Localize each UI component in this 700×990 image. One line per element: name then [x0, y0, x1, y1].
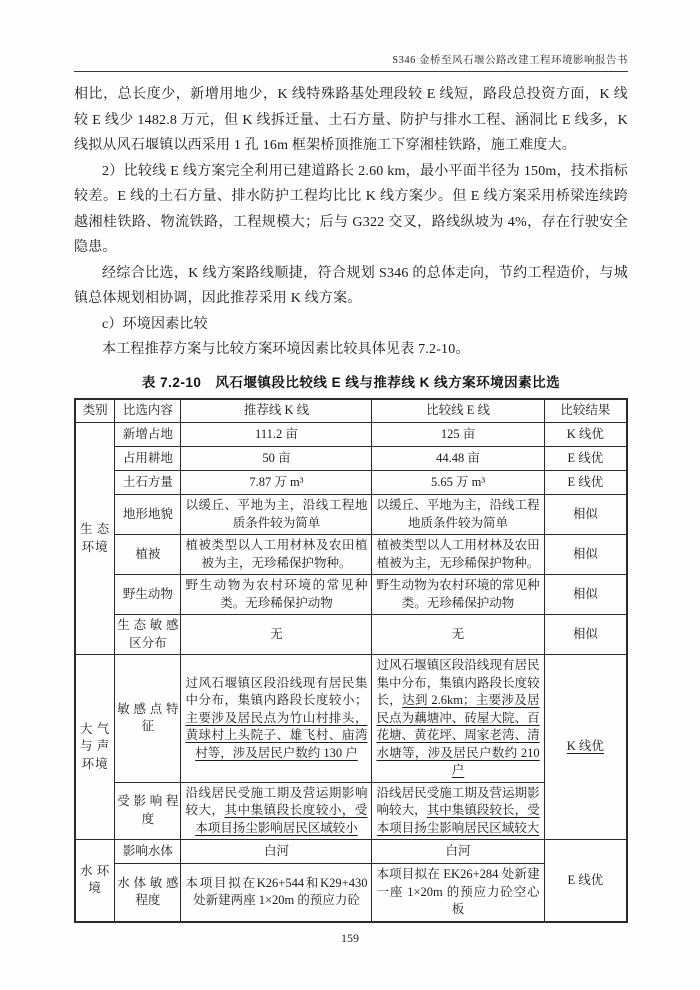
column-header-item: 比选内容: [115, 399, 181, 423]
cell-text: 相似: [572, 626, 598, 641]
e-line-cell: [372, 535, 544, 575]
table-row: [75, 615, 627, 655]
e-line-cell: [372, 782, 544, 840]
result-cell: [544, 655, 627, 840]
cell-text: 125 亩: [440, 426, 476, 441]
e-line-cell: [372, 447, 544, 471]
item-cell: [115, 655, 181, 783]
cell-text: 占用耕地: [122, 450, 173, 465]
underlined-text: 达到 2.6km；主要涉及居民点为藕塘冲、砖屋大院、百花塘、黄花坪、周家老湾、清水塘等，涉及居民户数约 210 户: [376, 693, 540, 777]
table-row: [75, 447, 627, 471]
k-line-cell: [181, 447, 372, 471]
cell-text: 本项目拟在 EK26+284 处新建一座 1×20m 的预应力砼空心板: [376, 867, 540, 916]
e-line-cell: [372, 864, 544, 922]
column-header-category: 类别: [75, 399, 115, 423]
table-row: [75, 471, 627, 495]
cell-text: 本项目拟在K26+544和K29+430处新建两座 1×20m 的预应力砼: [185, 875, 368, 908]
item-cell: [115, 782, 181, 840]
k-line-cell: [181, 471, 372, 495]
comparison-table: [74, 398, 628, 923]
category-cell: [75, 423, 115, 655]
cell-text: 受影响程度: [117, 794, 179, 826]
column-header-e-line: 比较线 E 线: [372, 399, 544, 423]
k-line-cell: [181, 495, 372, 535]
result-cell: [544, 471, 627, 495]
column-header-k-line: 推荐线 K 线: [181, 399, 372, 423]
e-line-cell: [372, 615, 544, 655]
e-line-cell: [372, 471, 544, 495]
cell-text: 水体敏感程度: [117, 875, 179, 908]
k-line-cell: [181, 615, 372, 655]
e-line-cell: [372, 495, 544, 535]
cell-text: K 线优: [566, 426, 604, 441]
table-body: [75, 423, 627, 922]
table-row: [75, 840, 627, 864]
cell-text: 5.65 万 m³: [431, 474, 486, 489]
result-cell: [544, 575, 627, 615]
item-cell: [115, 864, 181, 922]
result-cell: [544, 615, 627, 655]
cell-text: 7.87 万 m³: [249, 474, 304, 489]
item-cell: [115, 535, 181, 575]
cell-text: 相似: [572, 506, 598, 521]
cell-text: 以缓丘、平地为主，沿线工程地质条件较为简单: [376, 498, 540, 530]
item-cell: [115, 840, 181, 864]
cell-text: 生态环境: [80, 522, 111, 554]
k-line-cell: [181, 655, 372, 783]
page-number: 159: [341, 931, 359, 945]
paragraph: 2）比较线 E 线方案完全利用已建道路长 2.60 km，最小平面半径为 150m，技术指标较差。E 线的土石方量、排水防护工程均比比 K 线方案少。但 E 线方案采用桥梁连续跨越湘桂铁路、物流铁路，工程规模大；后与 G322 交叉，路线纵坡为 4%，存在行驶安全隐患。: [74, 163, 628, 255]
paragraph: c）环境因素比较: [102, 316, 208, 332]
table-row: [75, 495, 627, 535]
item-cell: [115, 423, 181, 447]
body-text: [74, 82, 628, 363]
cell-text: 新增占地: [122, 426, 173, 441]
document-header-title: S346 金桥至风石堰公路改建工程环境影响报告书: [392, 55, 628, 66]
e-line-cell: [372, 840, 544, 864]
table-row: [75, 535, 627, 575]
paragraph: 经综合比选，K 线方案路线顺捷，符合规划 S346 的总体走向，节约工程造价，与城镇总体规划相协调，因此推荐采用 K 线方案。: [74, 265, 628, 306]
document-header: [74, 52, 628, 72]
cell-text: E 线优: [567, 450, 604, 465]
e-line-cell: [372, 655, 544, 783]
cell-text: E 线优: [567, 474, 604, 489]
paragraph: 本工程推荐方案与比较方案环境因素比较具体见表 7.2-10。: [102, 342, 470, 357]
result-cell: [544, 535, 627, 575]
table-header-row: [75, 399, 627, 423]
cell-text: 野生动物: [122, 586, 173, 601]
result-cell: [544, 495, 627, 535]
cell-text: 以缓丘、平地为主，沿线工程地质条件较为简单: [185, 498, 368, 530]
cell-text: 土石方量: [122, 474, 173, 489]
k-line-cell: [181, 840, 372, 864]
result-cell: [544, 423, 627, 447]
table-title: 表 7.2-10 风石堰镇段比较线 E 线与推荐线 K 线方案环境因素比选: [141, 374, 561, 390]
cell-text: 相似: [572, 586, 598, 601]
cell-text: 影响水体: [122, 843, 173, 858]
cell-text: 敏感点特征: [117, 701, 179, 734]
table-row: [75, 655, 627, 783]
result-cell: [544, 840, 627, 922]
cell-text: 野生动物为农村环境的常见种类。无珍稀保护动物: [376, 578, 540, 610]
item-cell: [115, 615, 181, 655]
underlined-text: 其中集镇段长度较小，受本项目扬尘影响居民区域较小: [195, 803, 368, 835]
cell-text: 白河: [263, 843, 289, 858]
cell-text: 50 亩: [262, 450, 291, 465]
k-line-cell: [181, 782, 372, 840]
column-header-result: 比较结果: [544, 399, 627, 423]
cell-text: 白河: [445, 843, 471, 858]
item-cell: [115, 495, 181, 535]
item-cell: [115, 575, 181, 615]
cell-text: 植被: [135, 546, 161, 561]
cell-text: 111.2 亩: [255, 426, 298, 441]
underlined-text: 主要涉及居民点为竹山村排头，黄球村上头院子、雄飞村、庙湾村等，涉及居民户数约 130 户: [185, 710, 368, 760]
k-line-cell: [181, 575, 372, 615]
cell-text: 生态敏感区分布: [117, 618, 179, 650]
cell-text: 水环境: [80, 863, 111, 896]
cell-text: 植被类型以人工用材林及农田植被为主，无珍稀保护物种。: [376, 538, 540, 570]
result-cell: [544, 447, 627, 471]
cell-text: 过风石堰镇区段沿线现有居民集中分布，集镇内路段长度较小；: [185, 675, 368, 707]
cell-text: 植被类型以人工用材林及农田植被为主，无珍稀保护物种。: [185, 538, 368, 570]
cell-text: 沿线居民受施工期及营运期影响较大，: [185, 785, 368, 817]
item-cell: [115, 471, 181, 495]
paragraph: 相比，总长度少，新增用地少，K 线特殊路基处理段较 E 线短，路段总投资方面，K 线较 E 线少 1482.8 万元，但 K 线拆迁量、土石方量、防护与排水工程、涵洞比 E 线多，K 线拟从风石堰镇以西采用 1 孔 16m 框架桥顶推施工下穿湘桂铁路，施工难度大。: [74, 87, 628, 153]
underlined-text: K 线优: [566, 739, 604, 754]
cell-text: 过风石堰镇区段沿线现有居民集中分布，集镇内路段长度较长，: [376, 658, 540, 707]
cell-text: E 线优: [567, 872, 604, 887]
k-line-cell: [181, 535, 372, 575]
cell-text: 无: [270, 626, 283, 641]
category-cell: [75, 840, 115, 922]
cell-text: 相似: [572, 546, 598, 561]
table-row: [75, 575, 627, 615]
cell-text: 地形地貌: [122, 506, 173, 521]
cell-text: 大气与声环境: [80, 721, 111, 771]
item-cell: [115, 447, 181, 471]
k-line-cell: [181, 423, 372, 447]
e-line-cell: [372, 423, 544, 447]
cell-text: 野生动物为农村环境的常见种类。无珍稀保护动物: [185, 578, 368, 610]
table-row: [75, 423, 627, 447]
cell-text: 沿线居民受施工期及营运期影响较大，: [376, 785, 540, 817]
k-line-cell: [181, 864, 372, 922]
underlined-text: 其中集镇段较长，受本项目扬尘影响居民区域较大: [376, 803, 540, 835]
cell-text: 无: [451, 626, 465, 641]
category-cell: [75, 655, 115, 840]
cell-text: 44.48 亩: [436, 450, 480, 465]
e-line-cell: [372, 575, 544, 615]
